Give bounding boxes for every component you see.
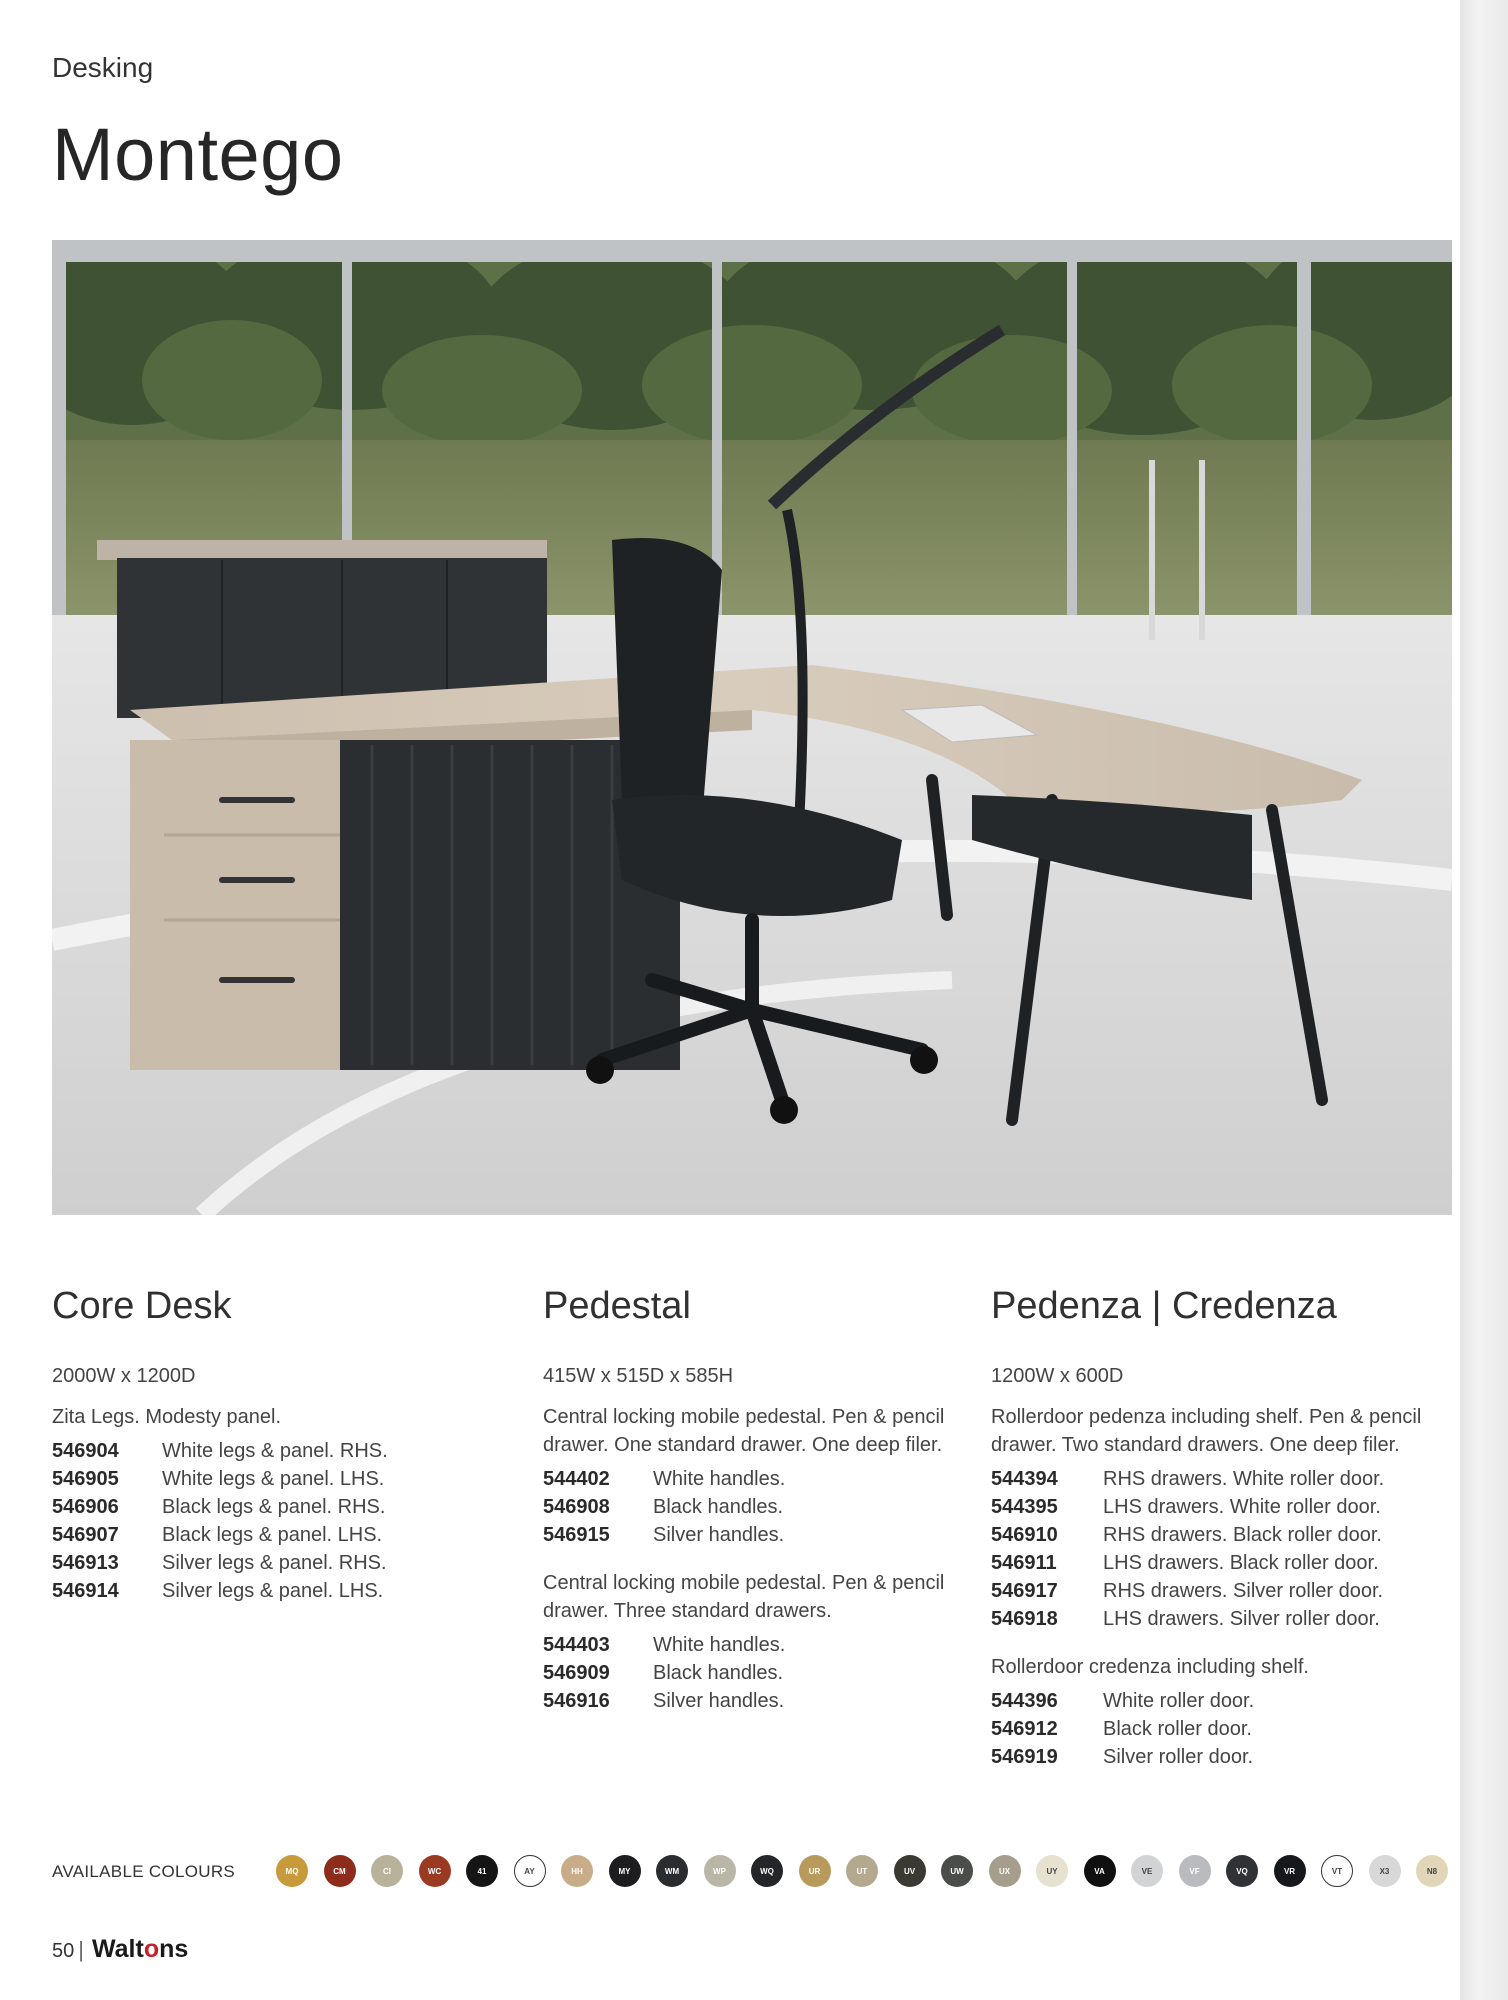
product-desc: Silver handles. <box>653 1690 785 1712</box>
dimensions: 415W x 515D x 585H <box>543 1365 734 1387</box>
product-row <box>991 1605 1441 1633</box>
column-heading: Core Desk <box>52 1285 232 1327</box>
brand-text-start: Walt <box>91 1935 144 1963</box>
column-heading: Pedenza | Credenza <box>991 1285 1337 1327</box>
colour-swatch-vf: VF <box>1179 1855 1211 1887</box>
product-row <box>52 1493 492 1521</box>
product-row <box>991 1549 1441 1577</box>
product-code: 546918 <box>991 1608 1058 1630</box>
product-photo <box>52 240 1452 1215</box>
product-desc: White legs & panel. LHS. <box>162 1468 385 1490</box>
product-desc: RHS drawers. White roller door. <box>1103 1468 1385 1490</box>
page-title: Montego <box>52 113 344 196</box>
description: Central locking mobile pedestal. Pen & pencil drawer. Three standard drawers. <box>543 1572 945 1622</box>
page-number: 50 <box>52 1940 75 1962</box>
product-desc: Black handles. <box>653 1496 784 1518</box>
product-row <box>52 1465 492 1493</box>
product-row <box>543 1631 963 1659</box>
product-row <box>543 1493 963 1521</box>
office-desk-scene-image <box>52 240 1452 1215</box>
footer-divider: | <box>78 1937 84 1962</box>
product-code: 544394 <box>991 1468 1058 1490</box>
product-row <box>543 1465 963 1493</box>
brand-text-accent: o <box>143 1935 160 1963</box>
page-edge-shadow <box>1460 0 1508 2000</box>
colour-swatch-my: MY <box>609 1855 641 1887</box>
product-row <box>543 1687 963 1715</box>
product-code: 546909 <box>543 1662 610 1684</box>
product-code: 546916 <box>543 1690 610 1712</box>
colour-swatch-vt: VT <box>1321 1855 1353 1887</box>
colour-swatch-n8: N8 <box>1416 1855 1448 1887</box>
product-desc: Black legs & panel. LHS. <box>162 1524 383 1546</box>
product-desc: Silver legs & panel. RHS. <box>162 1552 387 1574</box>
brand-text-end: ns <box>159 1935 189 1963</box>
description: Zita Legs. Modesty panel. <box>52 1406 282 1428</box>
core-desk-column <box>52 1285 492 1605</box>
description: Central locking mobile pedestal. Pen & pencil drawer. One standard drawer. One deep filer. <box>543 1406 945 1456</box>
pedenza-credenza-column <box>991 1285 1441 1771</box>
product-code: 546906 <box>52 1496 119 1518</box>
product-code: 544396 <box>991 1690 1058 1712</box>
product-desc: RHS drawers. Black roller door. <box>1103 1524 1382 1546</box>
product-code: 546908 <box>543 1496 610 1518</box>
product-desc: Silver roller door. <box>1103 1746 1254 1768</box>
page-footer <box>52 1935 188 1964</box>
product-code: 546907 <box>52 1524 119 1546</box>
colour-swatches <box>276 1855 1464 1887</box>
product-code: 546915 <box>543 1524 610 1546</box>
product-code: 544403 <box>543 1634 610 1656</box>
product-row <box>52 1437 492 1465</box>
product-row <box>52 1577 492 1605</box>
product-row <box>52 1549 492 1577</box>
product-desc: White roller door. <box>1103 1690 1255 1712</box>
product-code: 546913 <box>52 1552 119 1574</box>
product-code: 546911 <box>991 1552 1057 1574</box>
section-label: Desking <box>52 52 154 83</box>
product-row <box>543 1521 963 1549</box>
product-desc: White handles. <box>653 1634 786 1656</box>
product-desc: Black handles. <box>653 1662 784 1684</box>
colour-swatch-wc: WC <box>419 1855 451 1887</box>
colour-swatch-ay: AY <box>514 1855 546 1887</box>
colour-swatch-x3: X3 <box>1369 1855 1401 1887</box>
colour-swatch-cm: CM <box>324 1855 356 1887</box>
description: Rollerdoor credenza including shelf. <box>991 1656 1309 1678</box>
colour-swatch-uv: UV <box>894 1855 926 1887</box>
product-row <box>991 1743 1441 1771</box>
product-desc: LHS drawers. White roller door. <box>1103 1496 1381 1518</box>
colour-swatch-vq: VQ <box>1226 1855 1258 1887</box>
product-row <box>991 1521 1441 1549</box>
colour-swatch-ci: CI <box>371 1855 403 1887</box>
colour-swatch-ur: UR <box>799 1855 831 1887</box>
product-row <box>991 1687 1441 1715</box>
product-desc: LHS drawers. Black roller door. <box>1103 1552 1379 1574</box>
colour-swatch-uw: UW <box>941 1855 973 1887</box>
dimensions: 1200W x 600D <box>991 1365 1124 1387</box>
colour-swatch-mq: MQ <box>276 1855 308 1887</box>
colour-swatch-41: 41 <box>466 1855 498 1887</box>
product-code: 544395 <box>991 1496 1058 1518</box>
colour-swatch-wp: WP <box>704 1855 736 1887</box>
product-code: 546917 <box>991 1580 1058 1602</box>
pedestal-column <box>543 1285 963 1715</box>
product-desc: Black legs & panel. RHS. <box>162 1496 386 1518</box>
product-desc: Silver legs & panel. LHS. <box>162 1580 384 1602</box>
product-desc: LHS drawers. Silver roller door. <box>1103 1608 1380 1630</box>
product-row <box>543 1659 963 1687</box>
available-colours-label: AVAILABLE COLOURS <box>52 1862 236 1881</box>
colour-swatch-ut: UT <box>846 1855 878 1887</box>
product-desc: White handles. <box>653 1468 786 1490</box>
product-code: 546910 <box>991 1524 1058 1546</box>
product-desc: Silver handles. <box>653 1524 785 1546</box>
product-row <box>991 1493 1441 1521</box>
product-desc: White legs & panel. RHS. <box>162 1440 388 1462</box>
product-code: 546905 <box>52 1468 119 1490</box>
product-row <box>991 1715 1441 1743</box>
dimensions: 2000W x 1200D <box>52 1365 196 1387</box>
product-row <box>52 1521 492 1549</box>
colour-swatch-hh: HH <box>561 1855 593 1887</box>
colour-swatch-ux: UX <box>989 1855 1021 1887</box>
colour-swatch-vr: VR <box>1274 1855 1306 1887</box>
product-code: 546904 <box>52 1440 119 1462</box>
product-desc: RHS drawers. Silver roller door. <box>1103 1580 1384 1602</box>
product-code: 544402 <box>543 1468 610 1490</box>
product-code: 546919 <box>991 1746 1058 1768</box>
colour-swatch-wm: WM <box>656 1855 688 1887</box>
colour-swatch-ve: VE <box>1131 1855 1163 1887</box>
product-code: 546912 <box>991 1718 1058 1740</box>
product-desc: Black roller door. <box>1103 1718 1252 1740</box>
column-heading: Pedestal <box>543 1285 691 1327</box>
brand-logo <box>92 1935 188 1964</box>
colour-swatch-wq: WQ <box>751 1855 783 1887</box>
description: Rollerdoor pedenza including shelf. Pen & pencil drawer. Two standard drawers. One deep filer. <box>991 1406 1422 1456</box>
product-code: 546914 <box>52 1580 119 1602</box>
colour-swatch-va: VA <box>1084 1855 1116 1887</box>
product-row <box>991 1577 1441 1605</box>
product-row <box>991 1465 1441 1493</box>
colour-swatch-uy: UY <box>1036 1855 1068 1887</box>
